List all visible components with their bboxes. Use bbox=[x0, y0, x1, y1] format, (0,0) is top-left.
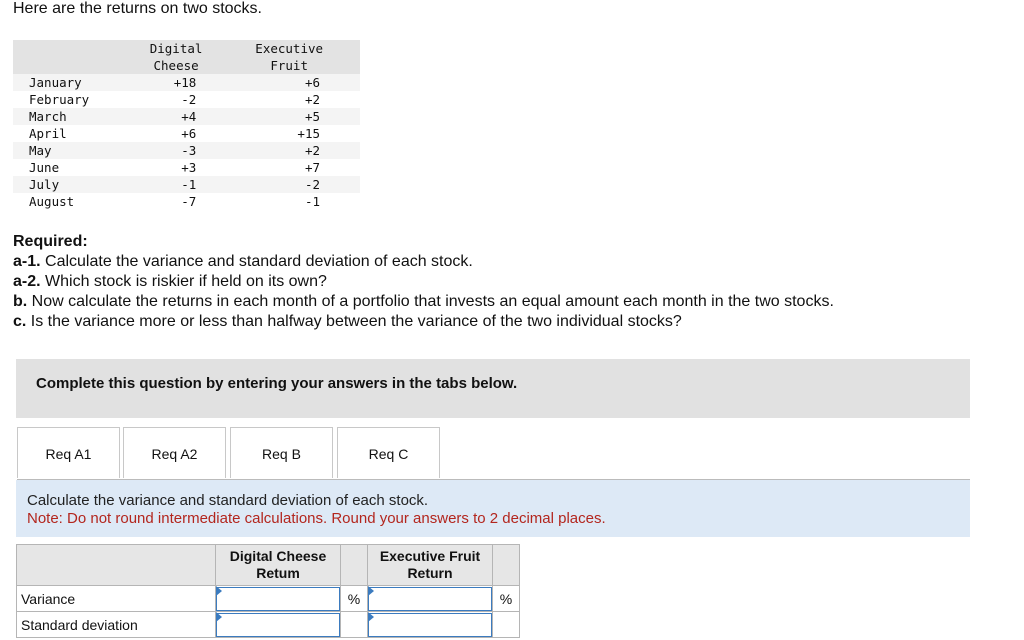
table-row: August -7 -1 bbox=[29, 194, 320, 209]
tab-req-a1[interactable]: Req A1 bbox=[17, 427, 120, 478]
table-row bbox=[17, 586, 520, 612]
header-digital-cheese: Digital Cheese bbox=[134, 40, 218, 74]
variance-digital-cheese-input[interactable] bbox=[216, 587, 340, 611]
percent-unit: % bbox=[341, 586, 368, 612]
table-row: May -3 +2 bbox=[13, 142, 360, 159]
table-row: March +4 +5 bbox=[13, 108, 360, 125]
input-marker-icon bbox=[216, 586, 222, 596]
input-marker-icon bbox=[368, 586, 374, 596]
requirements bbox=[13, 232, 834, 332]
required-title: Required: bbox=[13, 233, 88, 250]
req-c-text: c. Is the variance more or less than halfway between the variance of the two individual stocks? bbox=[13, 313, 682, 330]
std-dev-executive-fruit-input[interactable] bbox=[368, 613, 492, 637]
instructions-banner bbox=[16, 359, 970, 418]
req-b-text: b. Now calculate the returns in each month of a portfolio that invests an equal amount each month in the two stocks. bbox=[13, 293, 834, 310]
banner-text: Complete this question by entering your answers in the tabs below. bbox=[36, 375, 518, 392]
rounding-note: Note: Do not round intermediate calculations. Round your answers to 2 decimal places. bbox=[27, 510, 606, 527]
row-label-std-dev: Standard deviation bbox=[17, 612, 216, 638]
intro-text: Here are the returns on two stocks. bbox=[13, 0, 262, 17]
percent-unit: % bbox=[493, 586, 520, 612]
table-row bbox=[17, 612, 520, 638]
table-row: February -2 +2 bbox=[29, 92, 320, 107]
col-executive-fruit: Executive Fruit Return bbox=[368, 545, 493, 586]
table-row: January +18 +6 bbox=[13, 74, 360, 91]
variance-executive-fruit-input[interactable] bbox=[368, 587, 492, 611]
req-a2-text: a-2. Which stock is riskier if held on its own? bbox=[13, 273, 327, 290]
table-row: April +6 +15 bbox=[29, 126, 320, 141]
input-marker-icon bbox=[216, 612, 222, 622]
tab-req-a2[interactable]: Req A2 bbox=[123, 427, 226, 478]
row-label-variance: Variance bbox=[17, 586, 216, 612]
header-executive-fruit: Executive Fruit bbox=[218, 40, 360, 74]
std-dev-digital-cheese-input[interactable] bbox=[216, 613, 340, 637]
tab-req-c[interactable]: Req C bbox=[337, 427, 440, 478]
instruction-box bbox=[16, 480, 970, 537]
req-a1-text: a-1. Calculate the variance and standard deviation of each stock. bbox=[13, 253, 473, 270]
tab-bar bbox=[17, 427, 970, 479]
table-row: June +3 +7 bbox=[29, 160, 320, 175]
table-row: July -1 -2 bbox=[13, 176, 360, 193]
returns-table bbox=[13, 40, 360, 210]
tab-req-b[interactable]: Req B bbox=[230, 427, 333, 478]
answer-table bbox=[16, 544, 520, 638]
col-digital-cheese: Digital Cheese Retum bbox=[216, 545, 341, 586]
input-marker-icon bbox=[368, 612, 374, 622]
instruction-text: Calculate the variance and standard deviation of each stock. bbox=[27, 492, 429, 509]
